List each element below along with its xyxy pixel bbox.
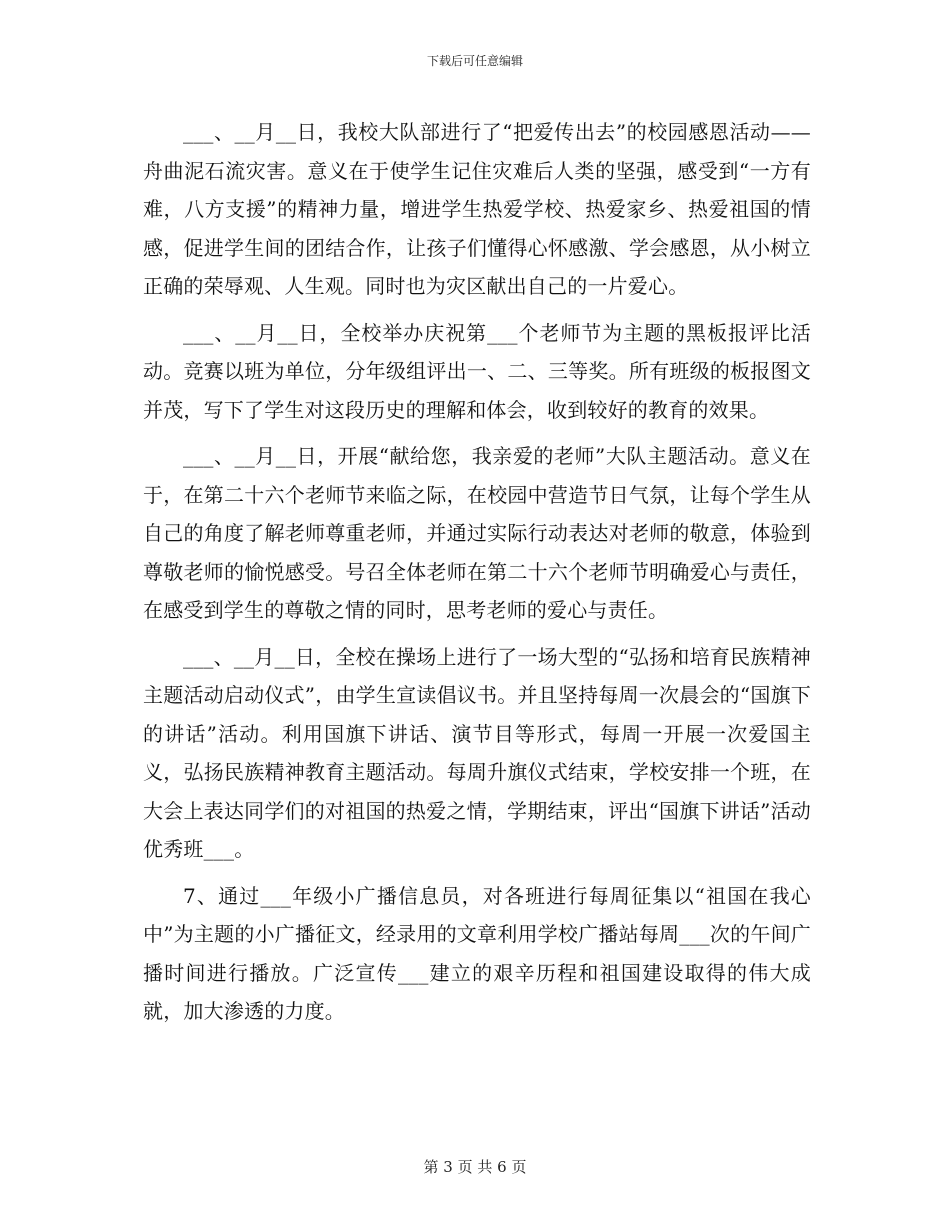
page-header: 下载后可任意编辑	[426, 54, 523, 68]
paragraph-4: ___、__月__日，全校在操场上进行了一场大型的“弘扬和培育民族精神主题活动启动仪式”，由学生宣读倡议书。并且坚持每周一次晨会的“国旗下的讲话”活动。利用国旗下讲话、演节目等形式，每周一开展一次爱国主义，弘扬民族精神教育主题活动。每周升旗仪式结束，学校安排一个班，在大会上表达同学们的对祖国的热爱之情，学期结束，评出“国旗下讲话”活动优秀班___。	[143, 644, 811, 861]
paragraph-3: ___、__月__日，开展“献给您，我亲爱的老师”大队主题活动。意义在于，在第二十六个老师节来临之际，在校园中营造节日气氛，让每个学生从自己的角度了解老师尊重老师，并通过实际行动表达对老师的敬意，体验到尊敬老师的愉悦感受。号召全体老师在第二十六个老师节明确爱心与责任，在感受到学生的尊敬之情的同时，思考老师的爱心与责任。	[143, 444, 811, 622]
paragraph-1: ___、__月__日，我校大队部进行了“把爱传出去”的校园感恩活动——舟曲泥石流灾害。意义在于使学生记住灾难后人类的坚强，感受到“一方有难，八方支援”的精神力量，增进学生热爱学校、热爱家乡、热爱祖国的情感，促进学生间的团结合作，让孩子们懂得心怀感激、学会感恩，从小树立正确的荣辱观、人生观。同时也为灾区献出自己的一片爱心。	[143, 120, 811, 298]
paragraph-2: ___、__月__日，全校举办庆祝第___个老师节为主题的黑板报评比活动。竞赛以班为单位，分年级组评出一、二、三等奖。所有班级的板报图文并茂，写下了学生对这段历史的理解和体会，收到较好的教育的效果。	[143, 320, 811, 422]
paragraph-5: 7、通过___年级小广播信息员，对各班进行每周征集以“祖国在我心中”为主题的小广播征文，经录用的文章利用学校广播站每周___次的午间广播时间进行播放。广泛宣传___建立的艰辛历程和祖国建设取得的伟大成就，加大渗透的力度。	[143, 883, 811, 1023]
page-number-footer: 第 3 页 共 6 页	[423, 1158, 527, 1176]
document-body	[143, 113, 811, 1039]
